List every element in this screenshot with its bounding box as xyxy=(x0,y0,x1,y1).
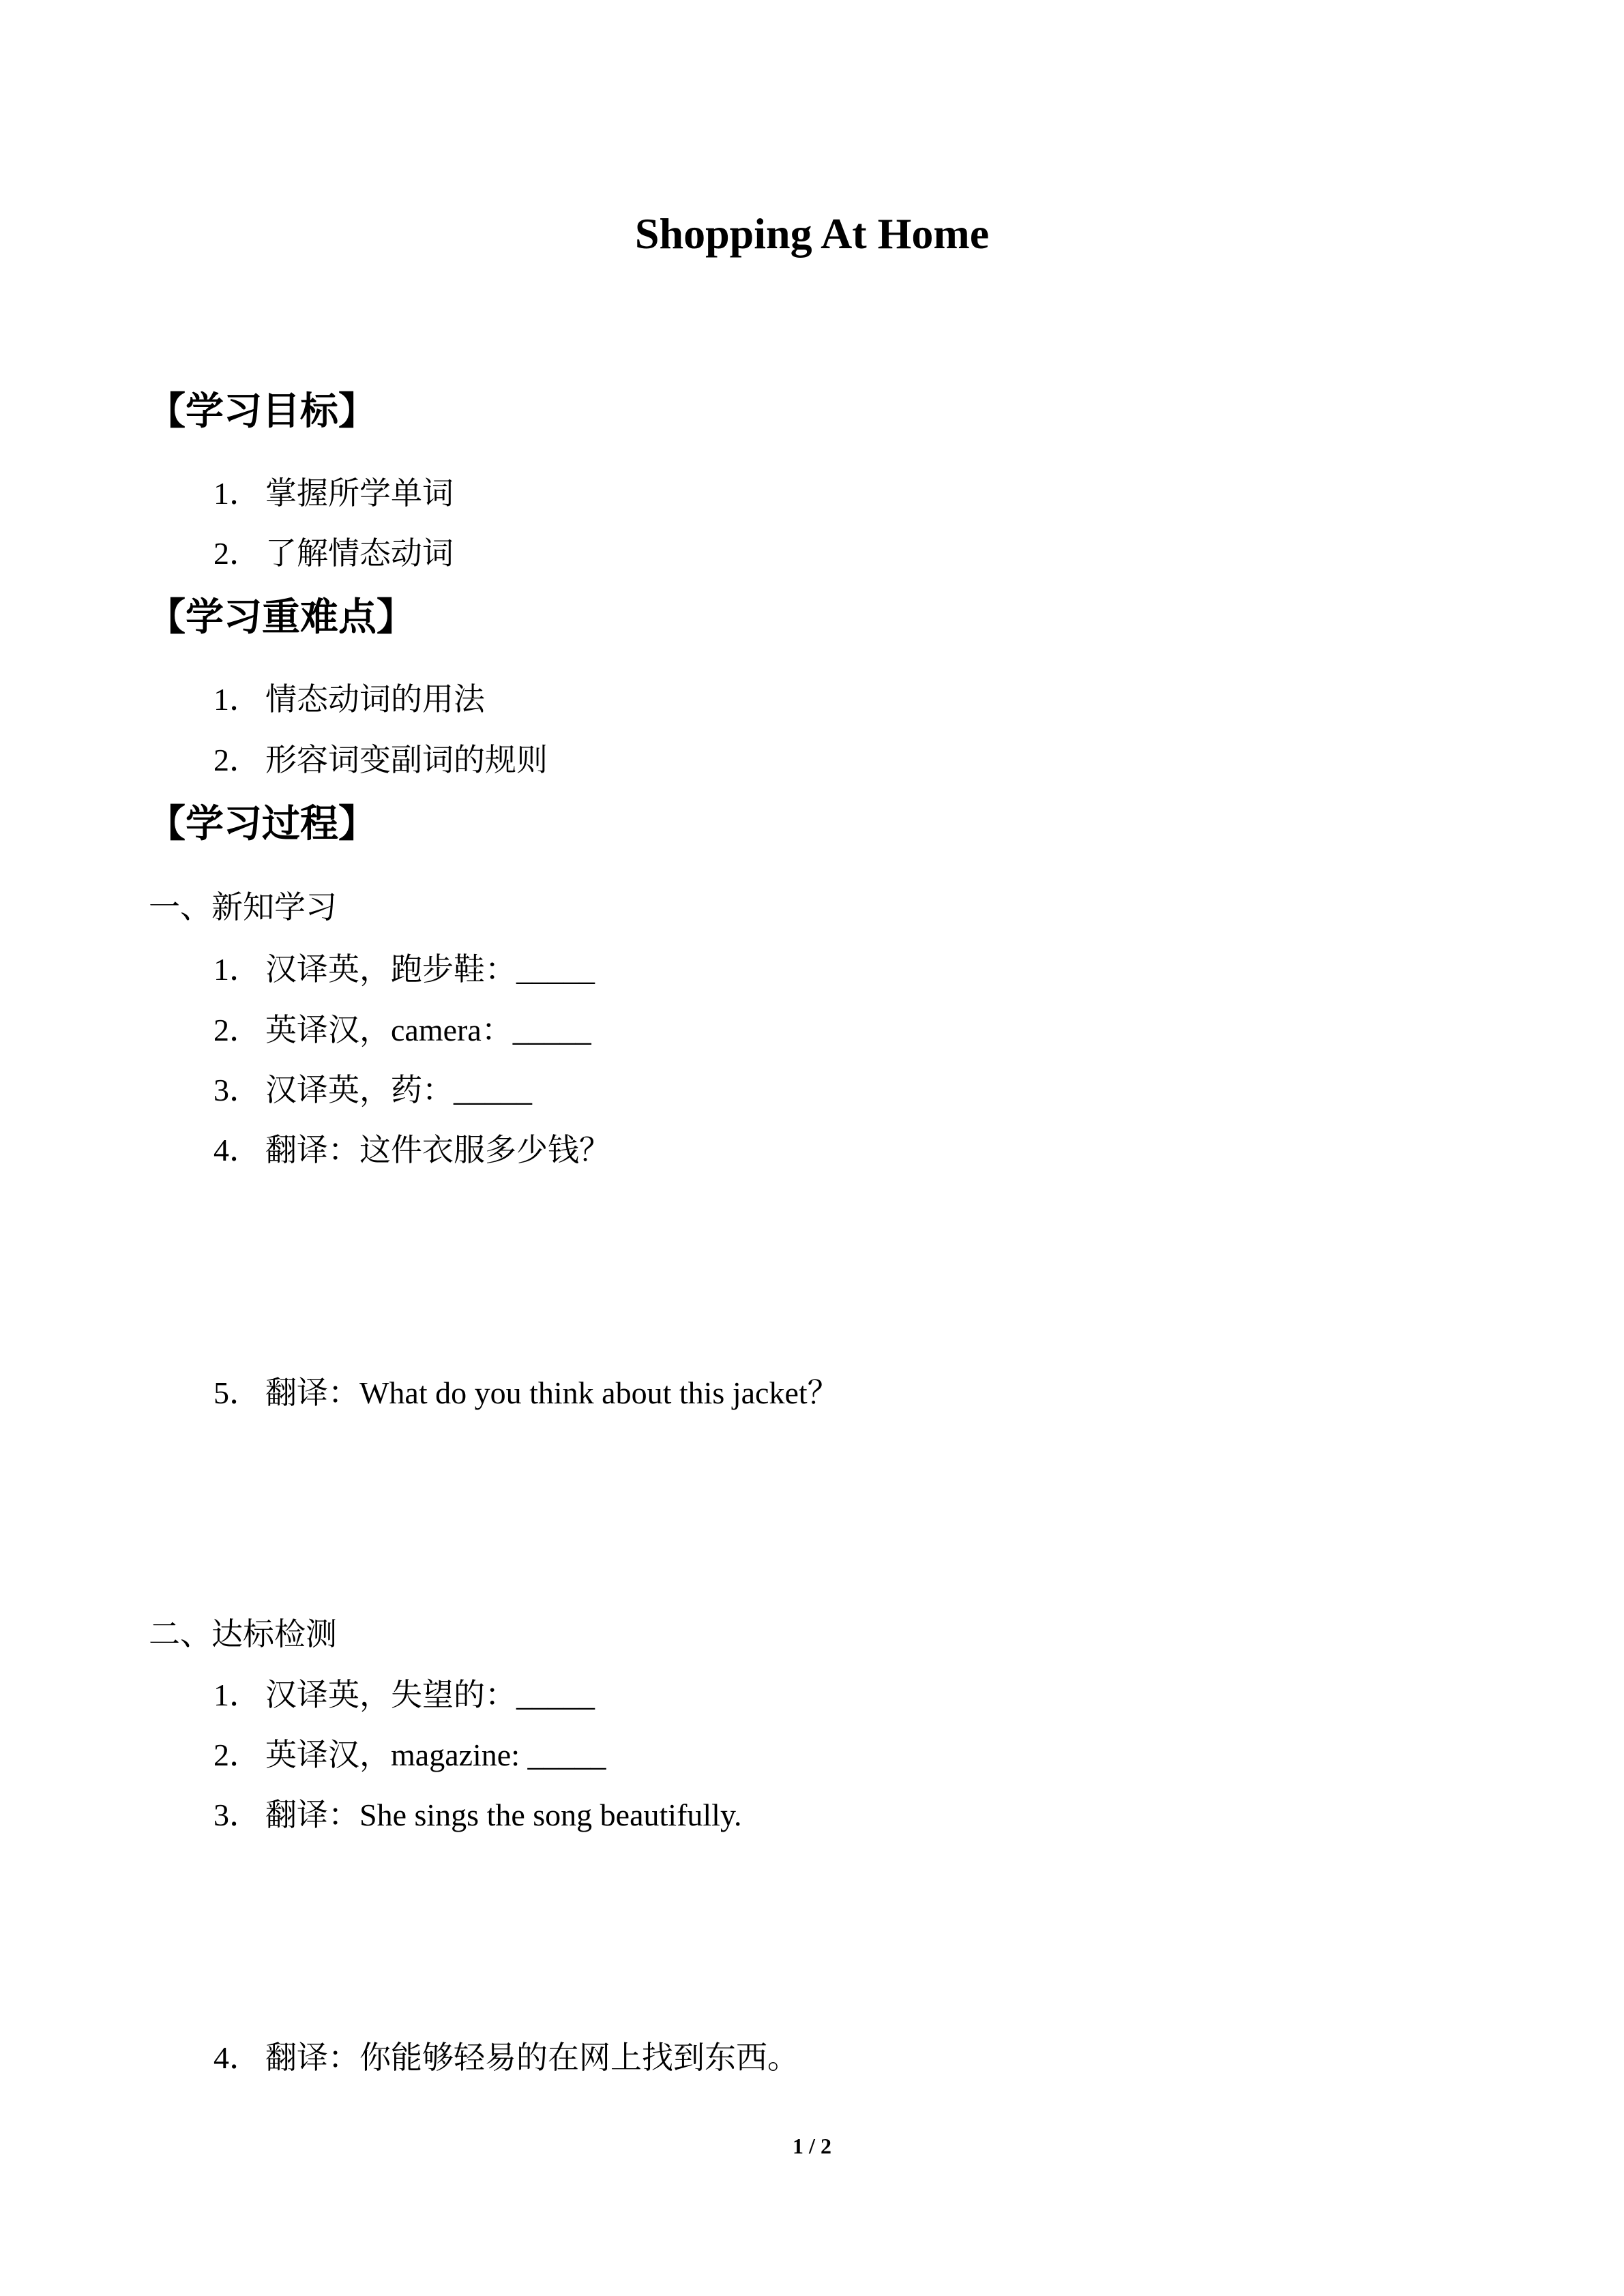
item-number: 1． xyxy=(213,682,261,717)
item-number: 1． xyxy=(213,1678,261,1712)
item-text: 英译汉，camera：_____ xyxy=(265,1013,591,1047)
exercise-item xyxy=(213,1796,741,1834)
item-text: 英译汉，magazine: _____ xyxy=(265,1738,606,1772)
section-heading-goals: 【学习目标】 xyxy=(147,389,377,434)
subsection-title-new-knowledge: 一、新知学习 xyxy=(149,890,337,925)
section-heading-key-points: 【学习重难点】 xyxy=(147,595,415,640)
item-text: 汉译英，药：_____ xyxy=(265,1073,532,1107)
item-text: 汉译英，跑步鞋：_____ xyxy=(265,952,595,987)
item-text: 了解情态动词 xyxy=(265,536,454,571)
exercise-item xyxy=(213,951,595,988)
exercise-item xyxy=(213,2039,799,2076)
item-number: 3． xyxy=(213,1798,261,1832)
goal-item xyxy=(213,475,454,512)
section-heading-process: 【学习过程】 xyxy=(147,802,377,846)
item-number: 2． xyxy=(213,1738,261,1772)
item-number: 4． xyxy=(213,2040,261,2075)
item-text: 掌握所学单词 xyxy=(265,476,454,511)
item-number: 2． xyxy=(213,743,261,777)
exercise-item xyxy=(213,1131,610,1169)
item-number: 1． xyxy=(213,476,261,511)
item-number: 3． xyxy=(213,1073,261,1107)
item-number: 1． xyxy=(213,952,261,987)
key-point-item xyxy=(213,681,485,718)
document-title: Shopping At Home xyxy=(634,209,990,258)
exercise-item xyxy=(213,1011,591,1049)
exercise-item xyxy=(213,1071,532,1109)
key-point-item xyxy=(213,741,548,779)
item-text: 翻译：What do you think about this jacket？ xyxy=(265,1375,839,1410)
item-text: 翻译：你能够轻易的在网上找到东西。 xyxy=(265,2040,799,2075)
goal-item xyxy=(213,535,454,572)
item-text: 汉译英，失望的：_____ xyxy=(265,1678,595,1712)
item-number: 4． xyxy=(213,1133,261,1167)
item-number: 5． xyxy=(213,1375,261,1410)
item-text: 情态动词的用法 xyxy=(265,682,485,717)
subsection-title-assessment: 二、达标检测 xyxy=(149,1617,337,1652)
item-number: 2． xyxy=(213,536,261,571)
exercise-item xyxy=(213,1374,839,1412)
exercise-item xyxy=(213,1676,595,1714)
exercise-item xyxy=(213,1736,606,1774)
item-text: 翻译：She sings the song beautifully. xyxy=(265,1798,742,1832)
page-number: 1 / 2 xyxy=(793,2134,831,2158)
item-text: 翻译：这件衣服多少钱？ xyxy=(265,1133,610,1167)
item-number: 2． xyxy=(213,1013,261,1047)
item-text: 形容词变副词的规则 xyxy=(265,743,548,777)
